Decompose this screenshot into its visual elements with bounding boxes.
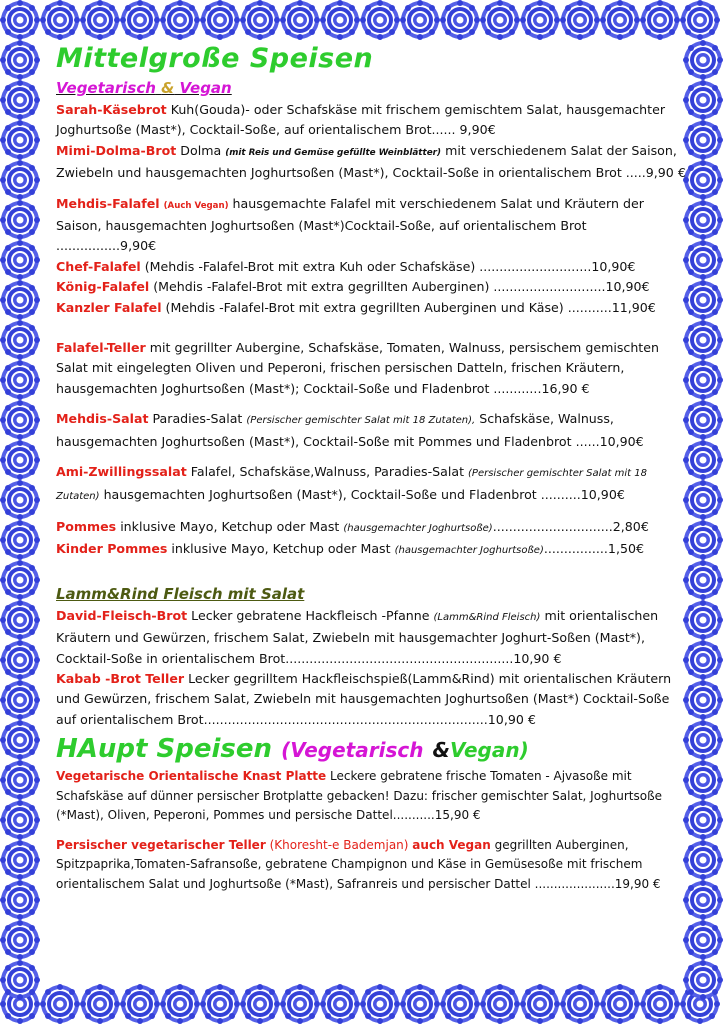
mandala-ornament	[280, 984, 320, 1024]
menu-item-kabab: Kabab -Brot Teller Lecker gegrilltem Hackfleischspieß(Lamm&Rind) mit orientalischen Kräutern und Gewürzen, frischem Salat, Zwiebeln mit hausgemachten Joghurtsoßen (Mast*) Cocktail-Soße auf orientalischem Brot.......................................................................10,90 €	[56, 670, 672, 727]
mandala-ornament	[440, 0, 480, 40]
mandala-ornament	[0, 880, 40, 920]
menu-item-kanzler-falafel: Kanzler Falafel (Mehdis -Falafel-Brot mit extra gegrillten Auberginen und Käse) ...........11,90€	[56, 299, 656, 315]
mandala-ornament	[0, 840, 40, 880]
mandala-ornament	[640, 0, 680, 40]
mandala-ornament	[0, 160, 40, 200]
mandala-ornament	[683, 280, 723, 320]
menu-item-ami-zwillingssalat: Ami-Zwillingssalat Falafel, Schafskäse,Walnuss, Paradies-Salat (Persischer gemischter Salat mit 18 Zutaten) hausgemachten Joghurtsoßen (Mast*), Cocktail-Soße und Fladenbrot ..........10,90€	[56, 464, 647, 502]
section-main-dishes: HAupt Speisen (Vegetarisch &Vegan)	[56, 734, 529, 765]
mandala-ornament	[0, 440, 40, 480]
mandala-ornament	[600, 984, 640, 1024]
mandala-ornament	[80, 0, 120, 40]
mandala-ornament	[683, 920, 723, 960]
mandala-ornament	[0, 720, 40, 760]
mandala-ornament	[0, 80, 40, 120]
mandala-ornament	[200, 984, 240, 1024]
mandala-ornament	[0, 520, 40, 560]
mandala-ornament	[683, 440, 723, 480]
mandala-ornament	[40, 0, 80, 40]
mandala-ornament	[683, 800, 723, 840]
mandala-ornament	[0, 200, 40, 240]
menu-item-sarah: Sarah-Käsebrot Kuh(Gouda)- oder Schafskäse mit frischem gemischtem Salat, hausgemachter Joghurtsoße (Mast*), Cocktail-Soße, auf orientalischem Brot...... 9,90€	[56, 102, 666, 138]
mandala-ornament	[280, 0, 320, 40]
menu-item-mehdis-salat: Mehdis-Salat Paradies-Salat (Persischer gemischter Salat mit 18 Zutaten), Schafskäse, Walnuss, hausgemachten Joghurtsoßen (Mast*), Cocktail-Soße mit Pommes und Fladenbrot ......10,90€	[56, 411, 644, 449]
mandala-ornament	[120, 984, 160, 1024]
menu-item-pommes: Pommes inklusive Mayo, Ketchup oder Mast (hausgemachter Joghurtsoße)..............................2,80€	[56, 518, 649, 534]
mandala-ornament	[0, 480, 40, 520]
mandala-ornament	[683, 600, 723, 640]
mandala-ornament	[683, 120, 723, 160]
menu-item-kinder-pommes: Kinder Pommes inklusive Mayo, Ketchup oder Mast (hausgemachter Joghurtsoße)................1,50€	[56, 541, 644, 557]
mandala-ornament	[0, 40, 40, 80]
menu-item-falafel-teller: Falafel-Teller mit gegrillter Aubergine, Schafskäse, Tomaten, Walnuss, persischem gemischten Salat mit eingelegten Oliven und Peperoni, frischen persischen Datteln, frischen Kräutern, hausgemachten Joghurtsoßen (Mast*); Cocktail-Soße und Fladenbrot ............16,90 €	[56, 340, 659, 396]
mandala-ornament	[683, 760, 723, 800]
mandala-ornament	[440, 984, 480, 1024]
mandala-ornament	[360, 984, 400, 1024]
mandala-ornament	[683, 240, 723, 280]
mandala-ornament	[0, 400, 40, 440]
mandala-ornament	[200, 0, 240, 40]
mandala-ornament	[0, 240, 40, 280]
mandala-ornament	[0, 640, 40, 680]
mandala-ornament	[0, 560, 40, 600]
section-vegetarian-vegan: Vegetarisch & Vegan	[56, 79, 232, 97]
mandala-ornament	[320, 0, 360, 40]
mandala-ornament	[480, 0, 520, 40]
mandala-ornament	[0, 360, 40, 400]
mandala-ornament	[240, 0, 280, 40]
mandala-ornament	[680, 0, 720, 40]
mandala-ornament	[683, 200, 723, 240]
mandala-ornament	[0, 600, 40, 640]
mandala-ornament	[683, 320, 723, 360]
mandala-ornament	[683, 480, 723, 520]
mandala-ornament	[683, 400, 723, 440]
mandala-ornament	[0, 960, 40, 1000]
mandala-ornament	[560, 984, 600, 1024]
mandala-ornament	[480, 984, 520, 1024]
menu-item-chef-falafel: Chef-Falafel (Mehdis -Falafel-Brot mit extra Kuh oder Schafskäse) ............................10,90€	[56, 258, 636, 274]
mandala-ornament	[640, 984, 680, 1024]
menu-item-mehdis-falafel: Mehdis-Falafel (Auch Vegan) hausgemachte Falafel mit verschiedenem Salat und Kräutern der Saison, hausgemachten Joghurtsoßen (Mast*)Cocktail-Soße, auf orientalischem Brot ................9,90€	[56, 195, 644, 254]
mandala-ornament	[683, 40, 723, 80]
menu-item-knast-platte: Vegetarische Orientalische Knast Platte Leckere gebratene frische Tomaten - Ajvasoße mit Schafskäse auf dünner persischer Brotplatte gebacken! Dazu: frischer gemischter Salat, Joghurtsoße (*Mast), Oliven, Peperoni, Pommes und persische Dattel...........15,90 €	[56, 769, 663, 823]
mandala-ornament	[520, 0, 560, 40]
menu-content	[56, 42, 686, 982]
mandala-ornament	[400, 984, 440, 1024]
menu-item-david-fleisch: David-Fleisch-Brot Lecker gebratene Hackfleisch -Pfanne (Lamm&Rind Fleisch) mit orientalischen Kräutern und Gewürzen, frischem Salat, Zwiebeln mit hausgemachter Joghurt-Soßen (Mast*), Cocktail-Soße in orientalischem Brot.........................................................10,90 €	[56, 607, 659, 666]
mandala-ornament	[683, 840, 723, 880]
mandala-ornament	[683, 720, 723, 760]
menu-item-mimi: Mimi-Dolma-Brot Dolma (mit Reis und Gemüse gefüllte Weinblätter) mit verschiedenem Salat der Saison, Zwiebeln und hausgemachten Joghurtsoßen (Mast*), Cocktail-Soße in orientalischem Brot .....9,90 €	[56, 142, 686, 181]
mandala-ornament	[120, 0, 160, 40]
mandala-ornament	[683, 960, 723, 1000]
mandala-ornament	[80, 984, 120, 1024]
page-title: Mittelgroße Speisen	[56, 43, 374, 74]
mandala-ornament	[40, 984, 80, 1024]
mandala-ornament	[320, 984, 360, 1024]
mandala-ornament	[683, 360, 723, 400]
mandala-ornament	[0, 0, 40, 40]
menu-item-persischer-teller: Persischer vegetarischer Teller (Khoresht-e Bademjan) auch Vegan gegrillten Auberginen, Spitzpaprika,Tomaten-Safransoße, gebratene Champignon und Käse in Gemüsesoße mit frischem orientalischem Salat und Joghurtsoße (*Mast), Safranreis und persischer Dattel .....................19,90 €	[56, 837, 661, 891]
mandala-ornament	[683, 520, 723, 560]
mandala-ornament	[600, 0, 640, 40]
mandala-ornament	[683, 680, 723, 720]
mandala-ornament	[0, 120, 40, 160]
mandala-ornament	[160, 984, 200, 1024]
mandala-ornament	[683, 640, 723, 680]
mandala-ornament	[683, 560, 723, 600]
mandala-ornament	[683, 160, 723, 200]
mandala-ornament	[0, 320, 40, 360]
mandala-ornament	[683, 80, 723, 120]
mandala-ornament	[360, 0, 400, 40]
mandala-ornament	[520, 984, 560, 1024]
mandala-ornament	[0, 920, 40, 960]
mandala-ornament	[160, 0, 200, 40]
mandala-ornament	[683, 880, 723, 920]
mandala-ornament	[0, 280, 40, 320]
section-meat: Lamm&Rind Fleisch mit Salat	[56, 584, 305, 603]
menu-item-koenig-falafel: König-Falafel (Mehdis -Falafel-Brot mit extra gegrillten Auberginen) ............................10,90€	[56, 279, 650, 295]
mandala-ornament	[0, 800, 40, 840]
mandala-ornament	[0, 680, 40, 720]
mandala-ornament	[240, 984, 280, 1024]
mandala-ornament	[560, 0, 600, 40]
mandala-ornament	[0, 760, 40, 800]
mandala-ornament	[400, 0, 440, 40]
